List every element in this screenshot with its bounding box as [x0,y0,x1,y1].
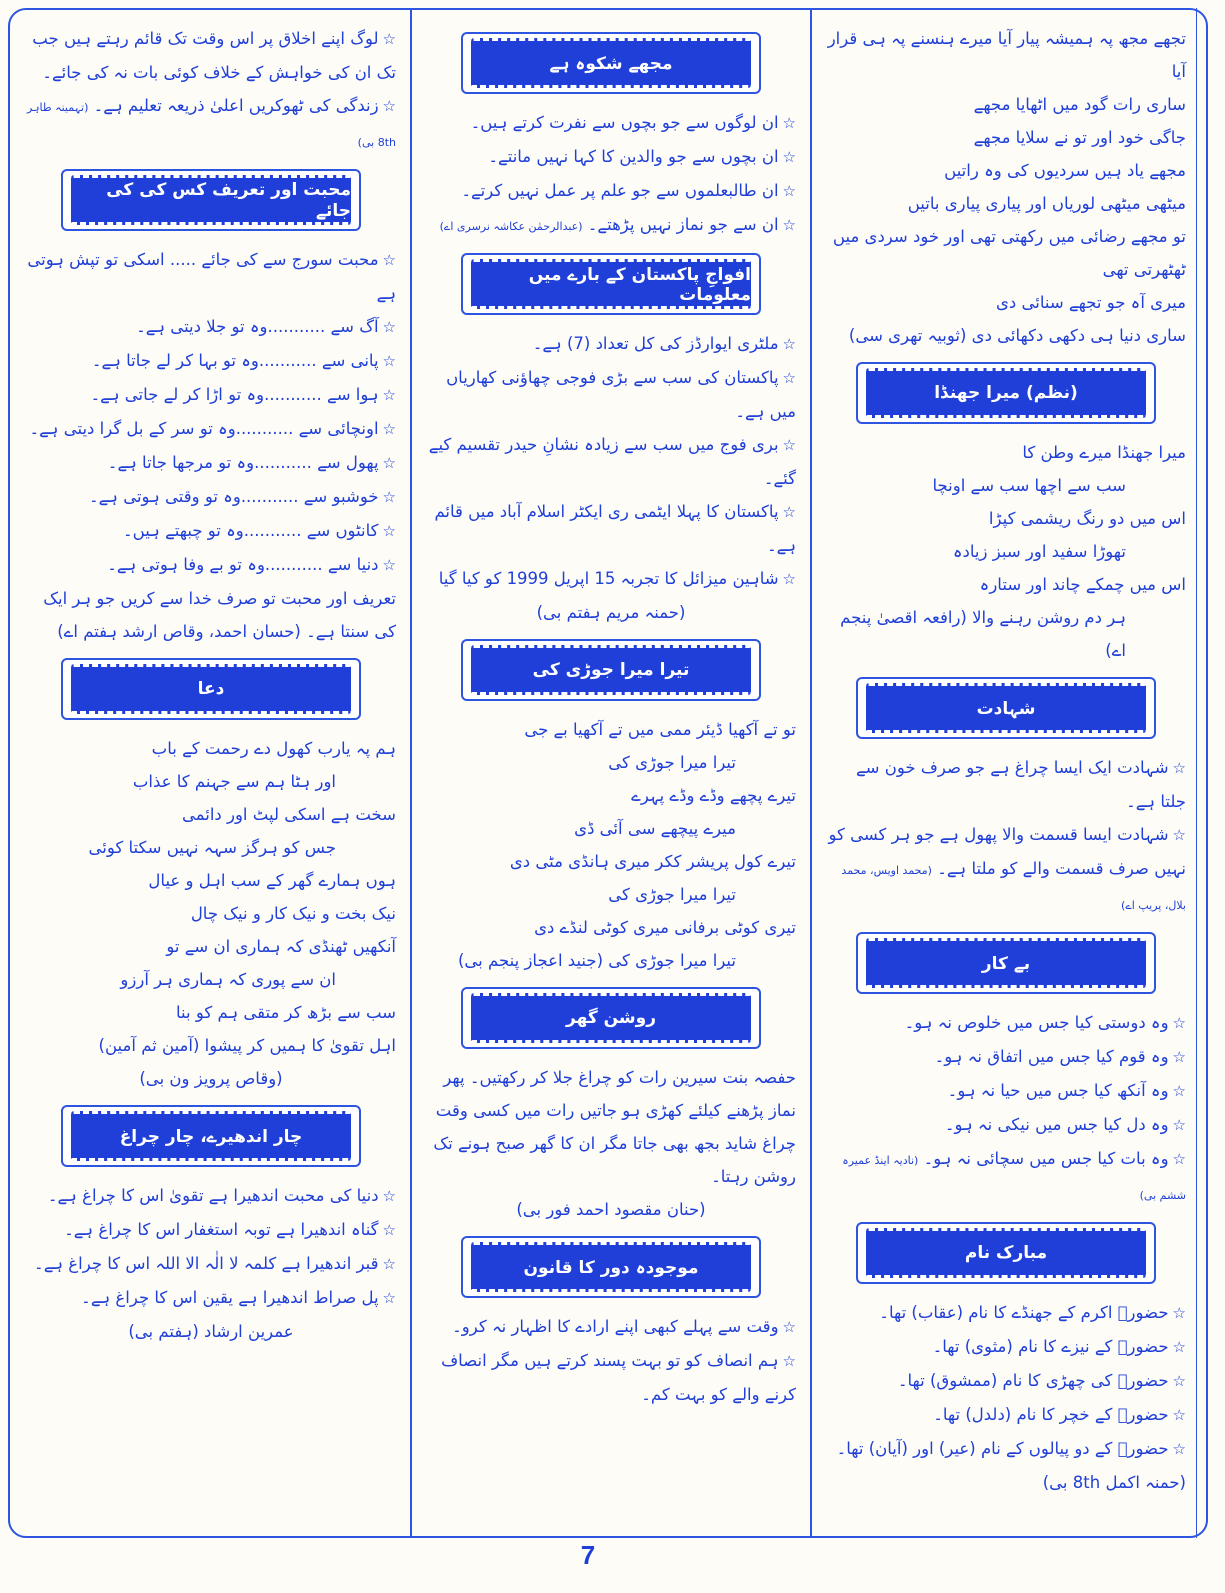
middle-column [412,8,812,1538]
section-banner-mohabbat [61,169,361,231]
star-icon: ☆ [382,318,396,336]
poem-line: ہوں ہمارے گھر کے سب اہل و عیال [148,871,396,890]
list-item [26,310,396,344]
item-text: کانٹوں سے ...........وہ تو چبھتے ہیں۔ [122,521,379,540]
list-item [426,174,796,208]
poem-line: تیرے پچھے وڈے وڈے پہرے [631,786,796,805]
star-icon: ☆ [782,570,796,588]
list-item [826,1296,1186,1330]
item-text: محبت سورج سے کی جائے ..... اسکی تو تپش ہوتی ہے [27,250,396,303]
item-text: حضورؐ کے خچر کا نام (دلدل) تھا۔ [933,1405,1169,1424]
star-icon: ☆ [1172,1338,1186,1356]
list-item [26,514,396,548]
credit: (حمنہ مریم ہفتم بی) [536,603,686,622]
list-item [426,361,796,428]
item-text: وہ دل کیا جس میں نیکی نہ ہو۔ [944,1115,1169,1134]
poem-line: اس میں دو رنگ ریشمی کپڑا [988,509,1186,528]
item-text: پھول سے ...........وہ تو مرجھا جاتا ہے۔ [107,453,379,472]
list-item [826,1108,1186,1142]
banner-title: محبت اور تعریف کس کی کی جائے [71,175,351,225]
star-icon: ☆ [1172,1048,1186,1066]
list-item [26,1247,396,1281]
list-item [826,1398,1186,1432]
star-icon: ☆ [1172,1406,1186,1424]
star-icon: ☆ [1172,1372,1186,1390]
star-icon: ☆ [382,420,396,438]
poem-line: جس کو ہرگز سہہ نہیں سکتا کوئی [88,838,336,857]
banner-title: شہادت [866,683,1146,733]
poem-line: ساری دنیا ہی دکھی دکھائی دی (ثوبیہ تھری سی) [848,326,1186,345]
list-item [426,327,796,361]
list-item [426,106,796,140]
section-banner-mubarak [856,1222,1156,1284]
right-column [812,8,1200,1538]
list-item [426,495,796,562]
poem-line: تیرا میرا جوڑی کی (جنید اعجاز پنجم بی) [457,951,736,970]
section-banner-qanoon [461,1236,761,1298]
item-text: لوگ اپنے اخلاق پر اس وقت تک قائم رہتے ہیں جب تک ان کی خواہش کے خلاف کوئی بات نہ کی جائے۔ [32,29,396,82]
item-text: حضورؐ کی چھڑی کا نام (ممشوق) تھا۔ [897,1371,1169,1390]
item-text: ہوا سے ...........وہ تو اڑا کر لے جاتی ہے۔ [90,385,379,404]
item-text: پاکستان کی سب سے بڑی فوجی چھاؤنی کھاریاں میں ہے۔ [446,368,796,421]
credit: (محمد اویس، محمد بلال، پریپ اے) [841,864,1186,912]
star-icon: ☆ [382,522,396,540]
credit: (نادیہ اینڈ عمیرہ ششم بی) [842,1154,1186,1202]
poem-line: اس میں چمکے چاند اور ستارہ [979,575,1186,594]
poem-line: ان سے پوری کہ ہماری ہر آرزو [120,970,336,989]
star-icon: ☆ [382,251,396,269]
item-text: حضورؐ کے دو پیالوں کے نام (عیر) اور (آیان) تھا۔ (حمنہ اکمل 8th بی) [836,1439,1186,1492]
poem-line: نیک بخت و نیک کار و نیک چال [190,904,396,923]
star-icon: ☆ [382,30,396,48]
poem-line: تیری کوٹی برفانی میری کوٹی لنڈے دی [534,918,796,937]
poem-line: تو تے آکھیا ڈیئر ممی میں تے آکھیا بے جی [524,720,796,739]
star-icon: ☆ [382,488,396,506]
poem-line: تجھے مجھ پہ ہمیشہ پیار آیا میرے ہنسنے پہ ہی قرار آیا [827,29,1186,81]
item-text: آگ سے ...........وہ تو جلا دیتی ہے۔ [136,317,379,336]
list-item [426,1344,796,1411]
banner-title: مجھے شکوہ ہے [471,38,751,88]
list-item [26,548,396,582]
list-item [826,818,1186,922]
list-item [826,1432,1186,1499]
credit: (تہمینہ طاہر 8th بی) [27,101,396,149]
item-text: دنیا سے ...........وہ تو بے وفا ہوتی ہے۔ [107,555,379,574]
list-item [26,243,396,310]
poem-line: میری آہ جو تجھے سنائی دی [996,293,1186,312]
paragraph: تعریف اور محبت تو صرف خدا سے کریں جو ہر ایک کی سنتا ہے۔ (حسان احمد، وقاص ارشد ہفتم اے) [43,589,396,641]
list-item [26,446,396,480]
section-banner-roshan [461,987,761,1049]
item-text: بری فوج میں سب سے زیادہ نشانِ حیدر تقسیم کیے گئے۔ [428,435,796,488]
list-item [26,89,396,159]
section-banner-jori [461,639,761,701]
section-banner-bekar [856,932,1156,994]
list-item [26,1281,396,1315]
credit: (وقاص پرویز ون بی) [139,1069,283,1088]
poem-line: میرا جھنڈا میرے وطن کا [1022,443,1186,462]
item-text: پاکستان کا پہلا ایٹمی ری ایکٹر اسلام آباد میں قائم ہے۔ [434,502,796,555]
item-text: ہم انصاف کو تو بہت پسند کرتے ہیں مگر انصاف کرنے والے کو بہت کم۔ [441,1351,796,1404]
star-icon: ☆ [1172,1440,1186,1458]
star-icon: ☆ [1172,1082,1186,1100]
section-banner-dua [61,658,361,720]
item-text: حضورؐ کے نیزے کا نام (مثوی) تھا۔ [932,1337,1169,1356]
star-icon: ☆ [1172,1116,1186,1134]
item-text: شاہین میزائل کا تجربہ 15 اپریل 1999 کو کیا گیا [438,569,779,588]
item-text: قبر اندھیرا ہے کلمہ لا الٰہ الا اللہ اس کا چراغ ہے۔ [34,1254,379,1273]
list-item [426,140,796,174]
list-item [826,1074,1186,1108]
item-text: شہادت ایسا قسمت والا پھول ہے جو ہر کسی کو نہیں صرف قسمت والے کو ملتا ہے۔ [828,825,1186,878]
item-text: وقت سے پہلے کبھی اپنے ارادے کا اظہار نہ کرو۔ [452,1317,779,1336]
section-banner-shahadat [856,677,1156,739]
star-icon: ☆ [782,148,796,166]
star-icon: ☆ [782,1352,796,1370]
banner-title: تیرا میرا جوڑی کی [471,645,751,695]
poem-line: ہر دم روشن رہنے والا (رافعہ اقصیٰ پنجم اے) [840,608,1126,660]
star-icon: ☆ [782,369,796,387]
list-item [826,1040,1186,1074]
list-item [26,480,396,514]
list-item [426,1310,796,1344]
paragraph: حفصہ بنت سیرین رات کو چراغ جلا کر رکھتیں۔ پھر نماز پڑھنے کیلئے کھڑی ہو جاتیں رات میں کسی وقت چراغ شاید بجھ بھی جاتا مگر ان کا گھر صبح ہونے تک روشن رہتا۔ [433,1068,796,1186]
poem-line: میرے پیچھے سی آئی ڈی [574,819,736,838]
star-icon: ☆ [382,556,396,574]
star-icon: ☆ [382,1187,396,1205]
item-text: گناہ اندھیرا ہے توبہ استغفار اس کا چراغ ہے۔ [64,1220,379,1239]
poem-line: تیرا میرا جوڑی کی [608,885,736,904]
star-icon: ☆ [1172,759,1186,777]
item-text: پانی سے ...........وہ تو بہا کر لے جاتا ہے۔ [91,351,379,370]
poem-line: مجھے یاد ہیں سردیوں کی وہ راتیں [944,161,1186,180]
section-banner-chiragh [61,1105,361,1167]
item-text: اونچائی سے ...........وہ تو سر کے بل گرا دیتی ہے۔ [29,419,379,438]
credit: (عبدالرحمٰن عکاشہ نرسری اے) [439,220,583,233]
list-item [26,1213,396,1247]
item-text: حضورؐ اکرم کے جھنڈے کا نام (عقاب) تھا۔ [879,1303,1169,1322]
star-icon: ☆ [1172,826,1186,844]
star-icon: ☆ [1172,1150,1186,1168]
star-icon: ☆ [382,1255,396,1273]
poem-line: ہم پہ یارب کھول دے رحمت کے باب [151,739,396,758]
poem-line: تھوڑا سفید اور سبز زیادہ [952,542,1126,561]
poem-line: میٹھی میٹھی لوریاں اور پیاری پیاری باتیں [907,194,1186,213]
list-item [26,344,396,378]
star-icon: ☆ [382,1221,396,1239]
banner-title: مبارک نام [866,1228,1146,1278]
credit: عمرین ارشاد (ہفتم بی) [128,1322,294,1341]
poem-line: تیرا میرا جوڑی کی [608,753,736,772]
star-icon: ☆ [782,114,796,132]
poem-line: تیرے کول پریشر ککر میری ہانڈی مٹی دی [509,852,796,871]
page-number: 7 [580,1540,596,1570]
item-text: خوشبو سے ...........وہ تو وقتی ہوتی ہے۔ [88,487,379,506]
item-text: ان طالبعلموں سے جو علم پر عمل نہیں کرتے۔ [461,181,779,200]
list-item [426,428,796,495]
item-text: پل صراط اندھیرا ہے یقین اس کا چراغ ہے۔ [81,1288,379,1307]
left-column [12,8,412,1538]
banner-title: موجودہ دور کا قانون [471,1242,751,1292]
item-text: وہ آنکھ کیا جس میں حیا نہ ہو۔ [947,1081,1169,1100]
poem-line: تو مجھے رضائی میں رکھتی تھی اور خود سردی میں ٹھٹھرتی تھی [832,227,1186,279]
star-icon: ☆ [1172,1014,1186,1032]
item-text: وہ دوستی کیا جس میں خلوص نہ ہو۔ [904,1013,1169,1032]
star-icon: ☆ [1172,1304,1186,1322]
item-text: وہ قوم کیا جس میں اتفاق نہ ہو۔ [934,1047,1169,1066]
banner-title: روشن گھر [471,993,751,1043]
list-item [826,1006,1186,1040]
star-icon: ☆ [382,1289,396,1307]
item-text: وہ بات کیا جس میں سچائی نہ ہو۔ [923,1149,1169,1168]
star-icon: ☆ [782,436,796,454]
star-icon: ☆ [782,182,796,200]
item-text: زندگی کی ٹھوکریں اعلیٰ ذریعہ تعلیم ہے۔ [93,96,379,115]
list-item [26,22,396,89]
star-icon: ☆ [382,97,396,115]
item-text: دنیا کی محبت اندھیرا ہے تقویٰ اس کا چراغ ہے۔ [47,1186,379,1205]
banner-title: (نظم) میرا جھنڈا [866,368,1146,418]
poem-line: سخت ہے اسکی لپٹ اور دائمی [181,805,396,824]
poem-line: اور ہٹا ہم سے جہنم کا عذاب [132,772,336,791]
star-icon: ☆ [782,216,796,234]
list-item [26,378,396,412]
poem-line: اہل تقویٰ کا ہمیں کر پیشوا (آمین ثم آمین) [98,1036,396,1055]
star-icon: ☆ [382,386,396,404]
item-text: ان سے جو نماز نہیں پڑھتے۔ [587,215,779,234]
list-item [826,751,1186,818]
list-item [826,1330,1186,1364]
banner-title: چار اندھیرے، چار چراغ [71,1111,351,1161]
list-item [26,1179,396,1213]
poem-line: ساری رات گود میں اٹھایا مجھے [973,95,1186,114]
item-text: ان بچوں سے جو والدین کا کہا نہیں مانتے۔ [488,147,779,166]
item-text: ملٹری ایوارڈز کی کل تعداد (7) ہے۔ [532,334,779,353]
section-banner-shikwa [461,32,761,94]
banner-title: افواجِ پاکستان کے بارے میں معلومات [471,259,751,309]
star-icon: ☆ [782,503,796,521]
poem-line: سب سے اچھا سب سے اونچا [932,476,1126,495]
list-item [26,412,396,446]
list-item [426,208,796,243]
star-icon: ☆ [382,454,396,472]
list-item [426,562,796,596]
banner-title: بے کار [866,938,1146,988]
star-icon: ☆ [782,1318,796,1336]
star-icon: ☆ [782,335,796,353]
list-item [826,1364,1186,1398]
section-banner-afwaj [461,253,761,315]
section-banner-flag [856,362,1156,424]
credit: (حنان مقصود احمد فور بی) [516,1200,706,1219]
banner-title: دعا [71,664,351,714]
star-icon: ☆ [382,352,396,370]
poem-line: آنکھیں ٹھنڈی کہ ہماری ان سے تو [166,937,396,956]
item-text: شہادت ایک ایسا چراغ ہے جو صرف خون سے جلتا ہے۔ [855,758,1186,811]
poem-line: سب سے بڑھ کر متقی ہم کو بنا [176,1003,396,1022]
list-item [826,1142,1186,1212]
item-text: ان لوگوں سے جو بچوں سے نفرت کرتے ہیں۔ [470,113,779,132]
poem-line: جاگی خود اور تو نے سلایا مجھے [973,128,1186,147]
